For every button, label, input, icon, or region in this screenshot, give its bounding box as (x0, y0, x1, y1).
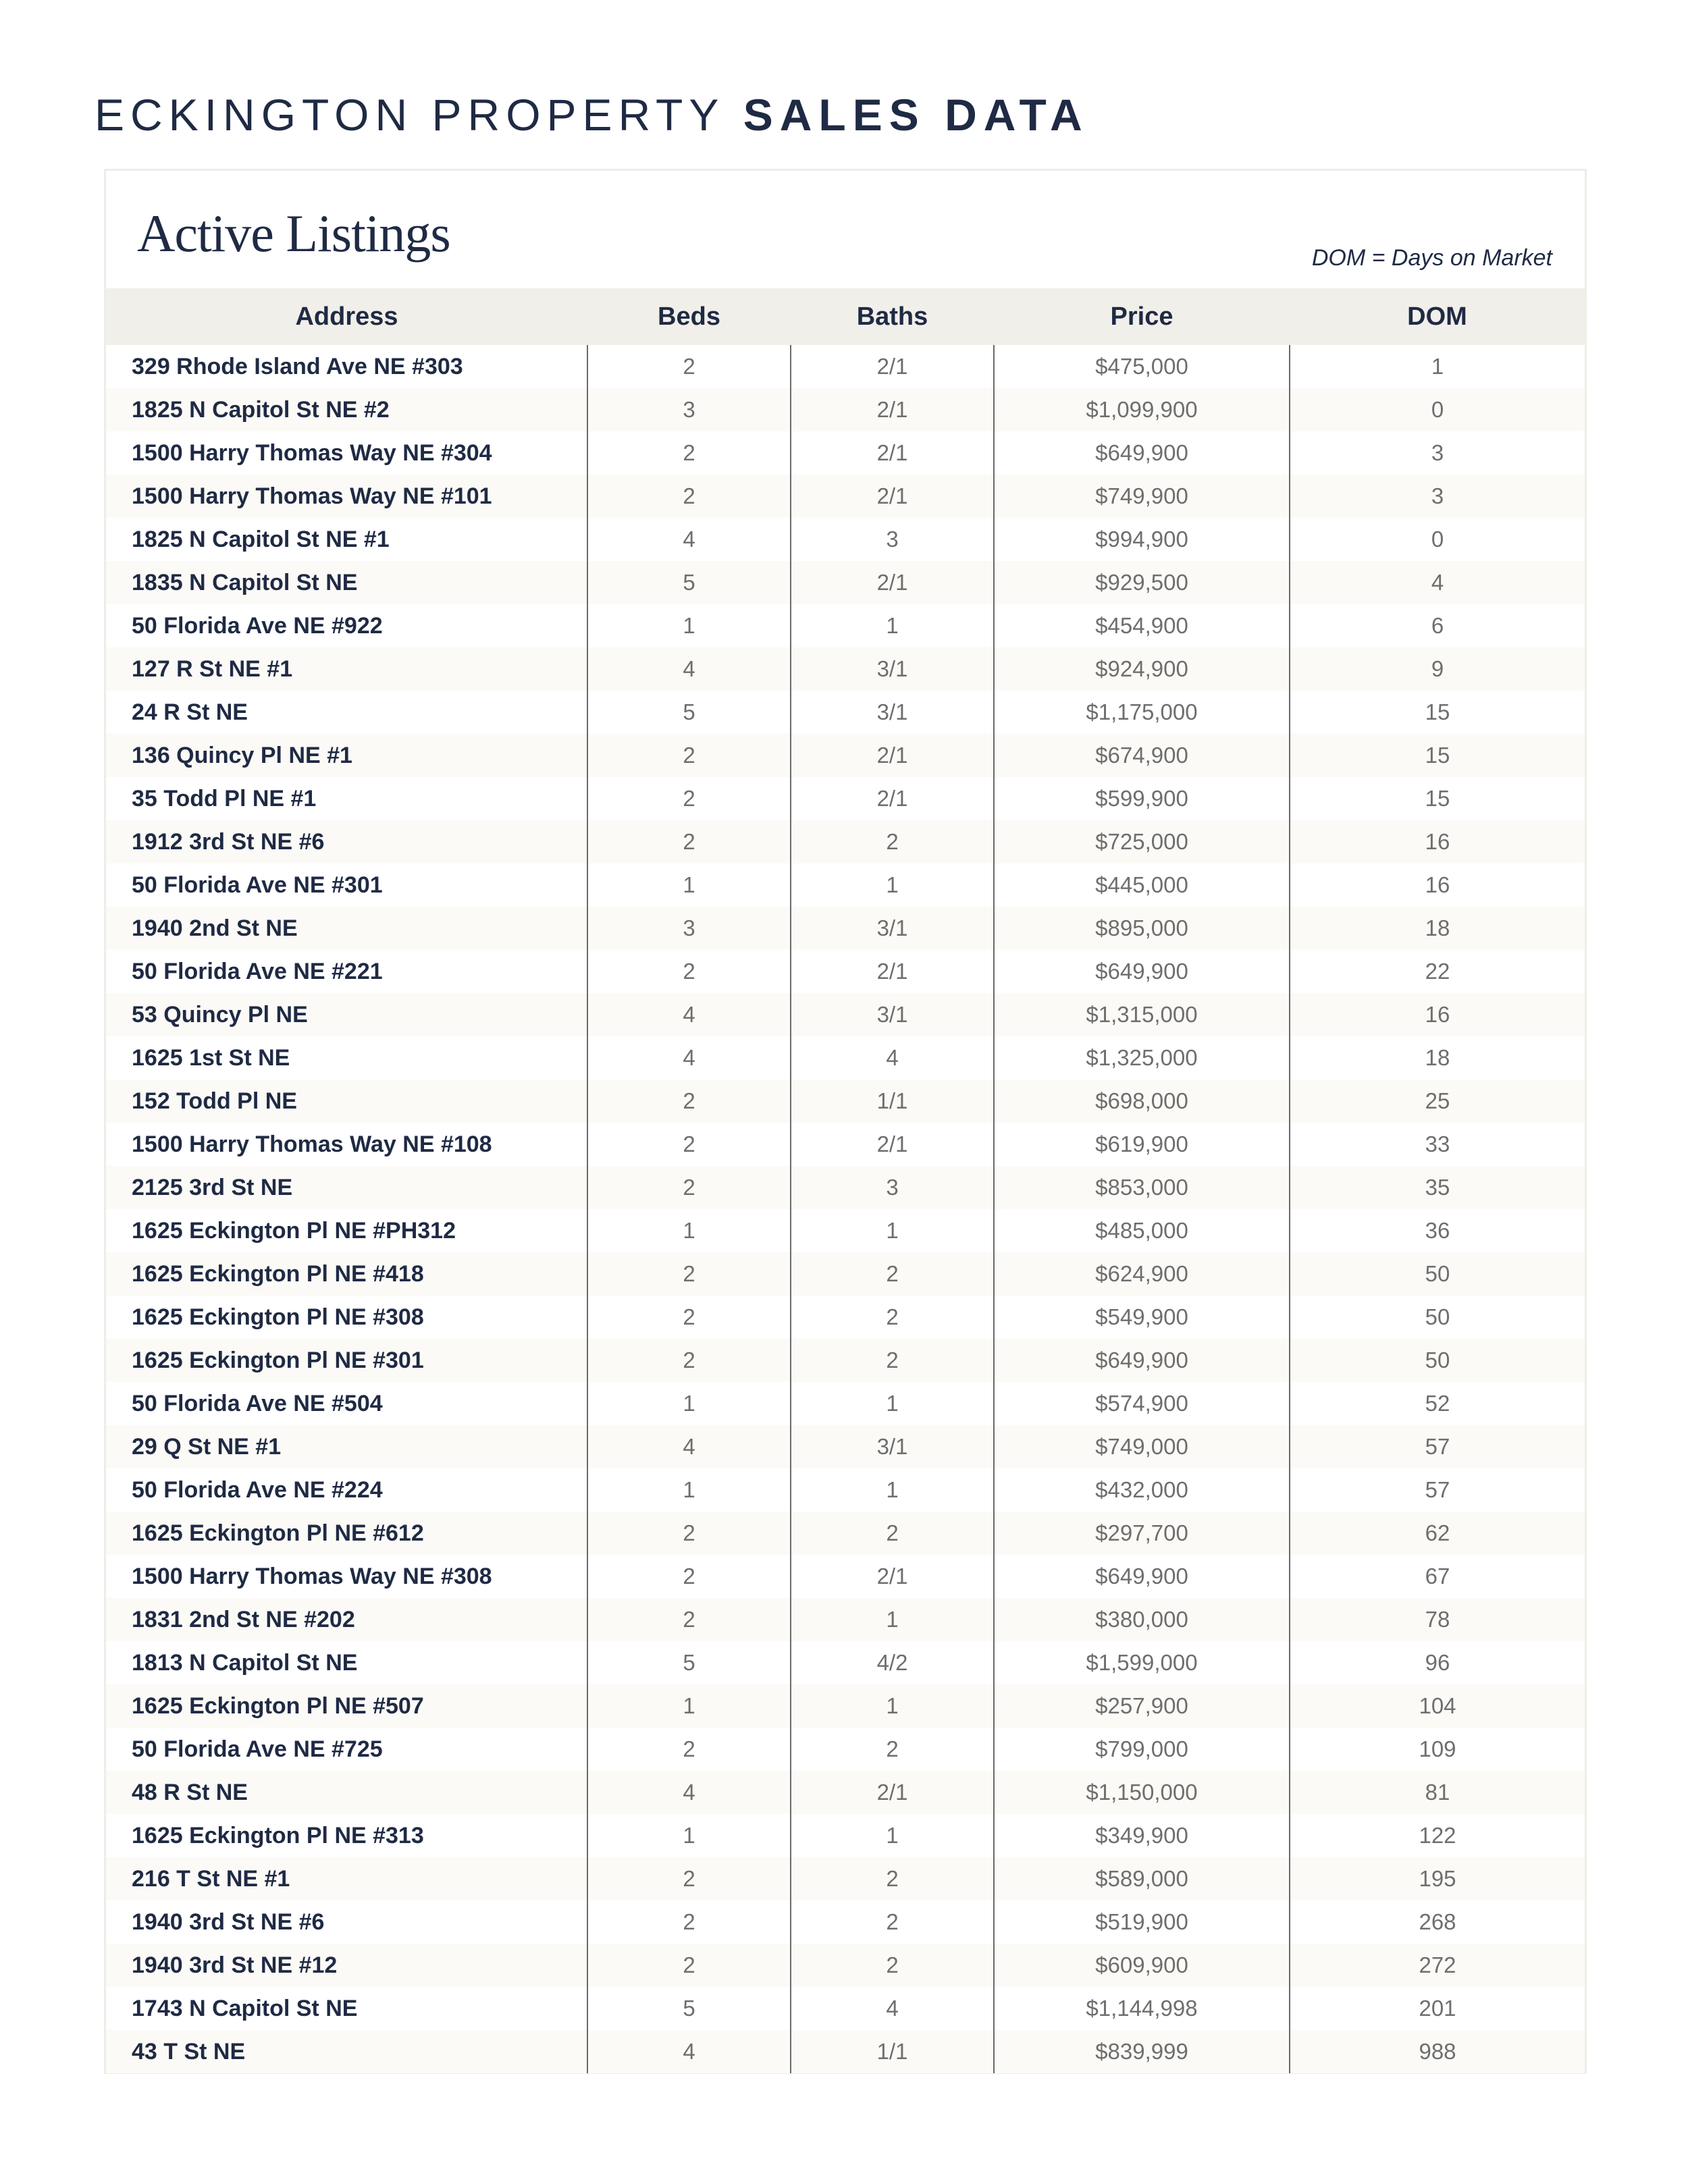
beds-cell: 2 (587, 820, 791, 863)
beds-cell: 4 (587, 993, 791, 1036)
address-cell: 1825 N Capitol St NE #2 (106, 388, 587, 431)
table-row (106, 561, 1585, 604)
dom-cell: 33 (1425, 1131, 1450, 1156)
address-cell: 50 Florida Ave NE #922 (106, 604, 587, 647)
dom-cell: 22 (1425, 959, 1450, 984)
beds-cell: 2 (587, 1080, 791, 1123)
price-cell: $749,900 (994, 475, 1290, 518)
price-cell: $649,900 (994, 1555, 1290, 1598)
table-row (106, 1080, 1585, 1123)
table-row (106, 604, 1585, 647)
beds-cell: 2 (587, 475, 791, 518)
table-row (106, 907, 1585, 950)
address-cell: 329 Rhode Island Ave NE #303 (106, 345, 587, 388)
baths-cell: 1 (791, 1598, 994, 1641)
dom-cell: 18 (1425, 915, 1450, 940)
beds-cell: 1 (587, 604, 791, 647)
dom-cell: 57 (1425, 1434, 1450, 1459)
beds-cell: 4 (587, 1425, 791, 1468)
price-cell: $924,900 (994, 647, 1290, 691)
beds-cell: 2 (587, 1296, 791, 1339)
beds-cell: 2 (587, 431, 791, 475)
price-cell: $725,000 (994, 820, 1290, 863)
address-cell: 1831 2nd St NE #202 (106, 1598, 587, 1641)
table-header-row (106, 288, 1585, 345)
dom-cell: 36 (1425, 1218, 1450, 1243)
price-cell: $432,000 (994, 1468, 1290, 1512)
table-row (106, 1512, 1585, 1555)
price-cell: $649,900 (994, 1339, 1290, 1382)
beds-cell: 3 (587, 388, 791, 431)
dom-cell: 0 (1431, 397, 1444, 422)
address-cell: 1625 1st St NE (106, 1036, 587, 1080)
address-cell: 1940 3rd St NE #6 (106, 1900, 587, 1944)
table-row (106, 1641, 1585, 1684)
dom-cell: 109 (1419, 1736, 1456, 1761)
baths-cell: 1 (791, 604, 994, 647)
dom-cell: 201 (1419, 1996, 1456, 2021)
address-cell: 1912 3rd St NE #6 (106, 820, 587, 863)
dom-cell: 16 (1425, 829, 1450, 854)
column-header-beds: Beds (658, 302, 720, 331)
price-cell: $619,900 (994, 1123, 1290, 1166)
beds-cell: 3 (587, 907, 791, 950)
dom-cell: 67 (1425, 1564, 1450, 1589)
beds-cell: 2 (587, 1900, 791, 1944)
table-row (106, 1987, 1585, 2030)
baths-cell: 2 (791, 820, 994, 863)
beds-cell: 5 (587, 691, 791, 734)
baths-cell: 2 (791, 1296, 994, 1339)
baths-cell: 4 (791, 1987, 994, 2030)
dom-cell: 195 (1419, 1866, 1456, 1891)
table-row (106, 1123, 1585, 1166)
table-row (106, 950, 1585, 993)
dom-cell: 6 (1431, 613, 1444, 638)
beds-cell: 5 (587, 561, 791, 604)
beds-cell: 1 (587, 1382, 791, 1425)
dom-cell: 57 (1425, 1477, 1450, 1502)
price-cell: $839,999 (994, 2030, 1290, 2073)
price-cell: $574,900 (994, 1382, 1290, 1425)
dom-cell: 3 (1431, 440, 1444, 465)
active-listings-card (104, 169, 1587, 2074)
table-row (106, 1468, 1585, 1512)
dom-cell: 16 (1425, 872, 1450, 897)
price-cell: $624,900 (994, 1252, 1290, 1296)
section-title: Active Listings (137, 204, 450, 263)
baths-cell: 2 (791, 1944, 994, 1987)
address-cell: 1625 Eckington Pl NE #507 (106, 1684, 587, 1728)
baths-cell: 2/1 (791, 1555, 994, 1598)
baths-cell: 1 (791, 1684, 994, 1728)
address-cell: 53 Quincy Pl NE (106, 993, 587, 1036)
price-cell: $674,900 (994, 734, 1290, 777)
baths-cell: 2/1 (791, 345, 994, 388)
baths-cell: 2/1 (791, 777, 994, 820)
baths-cell: 3/1 (791, 1425, 994, 1468)
address-cell: 35 Todd Pl NE #1 (106, 777, 587, 820)
beds-cell: 4 (587, 1771, 791, 1814)
column-header-address: Address (295, 302, 398, 331)
table-row (106, 1857, 1585, 1900)
dom-cell: 50 (1425, 1261, 1450, 1286)
beds-cell: 2 (587, 1166, 791, 1209)
dom-cell: 9 (1431, 656, 1444, 681)
address-cell: 152 Todd Pl NE (106, 1080, 587, 1123)
table-row (106, 1425, 1585, 1468)
table-row (106, 345, 1585, 388)
baths-cell: 1 (791, 1382, 994, 1425)
table-row (106, 863, 1585, 907)
baths-cell: 2/1 (791, 388, 994, 431)
price-cell: $929,500 (994, 561, 1290, 604)
address-cell: 1500 Harry Thomas Way NE #101 (106, 475, 587, 518)
dom-cell: 35 (1425, 1175, 1450, 1200)
page-title (95, 89, 1089, 140)
price-cell: $485,000 (994, 1209, 1290, 1252)
dom-cell: 52 (1425, 1391, 1450, 1416)
table-row (106, 388, 1585, 431)
price-cell: $1,315,000 (994, 993, 1290, 1036)
price-cell: $297,700 (994, 1512, 1290, 1555)
beds-cell: 1 (587, 1684, 791, 1728)
address-cell: 2125 3rd St NE (106, 1166, 587, 1209)
price-cell: $349,900 (994, 1814, 1290, 1857)
table-row (106, 734, 1585, 777)
dom-cell: 50 (1425, 1304, 1450, 1329)
baths-cell: 3 (791, 1166, 994, 1209)
beds-cell: 5 (587, 1641, 791, 1684)
price-cell: $1,099,900 (994, 388, 1290, 431)
beds-cell: 2 (587, 1728, 791, 1771)
price-cell: $1,325,000 (994, 1036, 1290, 1080)
price-cell: $445,000 (994, 863, 1290, 907)
address-cell: 1625 Eckington Pl NE #418 (106, 1252, 587, 1296)
address-cell: 1835 N Capitol St NE (106, 561, 587, 604)
baths-cell: 2/1 (791, 1771, 994, 1814)
address-cell: 1813 N Capitol St NE (106, 1641, 587, 1684)
beds-cell: 2 (587, 345, 791, 388)
baths-cell: 1 (791, 1814, 994, 1857)
dom-cell: 272 (1419, 1952, 1456, 1977)
address-cell: 1625 Eckington Pl NE #313 (106, 1814, 587, 1857)
table-row (106, 820, 1585, 863)
beds-cell: 2 (587, 1123, 791, 1166)
address-cell: 50 Florida Ave NE #224 (106, 1468, 587, 1512)
beds-cell: 2 (587, 950, 791, 993)
price-cell: $698,000 (994, 1080, 1290, 1123)
table-row (106, 777, 1585, 820)
baths-cell: 1/1 (791, 1080, 994, 1123)
address-cell: 1625 Eckington Pl NE #308 (106, 1296, 587, 1339)
address-cell: 216 T St NE #1 (106, 1857, 587, 1900)
beds-cell: 2 (587, 777, 791, 820)
beds-cell: 1 (587, 1814, 791, 1857)
baths-cell: 4/2 (791, 1641, 994, 1684)
dom-cell: 50 (1425, 1348, 1450, 1373)
baths-cell: 1 (791, 1209, 994, 1252)
dom-cell: 78 (1425, 1607, 1450, 1632)
baths-cell: 1 (791, 1468, 994, 1512)
address-cell: 43 T St NE (106, 2030, 587, 2073)
baths-cell: 3/1 (791, 691, 994, 734)
beds-cell: 1 (587, 1468, 791, 1512)
beds-cell: 2 (587, 1857, 791, 1900)
address-cell: 136 Quincy Pl NE #1 (106, 734, 587, 777)
beds-cell: 2 (587, 1598, 791, 1641)
price-cell: $895,000 (994, 907, 1290, 950)
dom-cell: 0 (1431, 527, 1444, 552)
table-row (106, 1944, 1585, 1987)
baths-cell: 3/1 (791, 993, 994, 1036)
price-cell: $475,000 (994, 345, 1290, 388)
price-cell: $380,000 (994, 1598, 1290, 1641)
baths-cell: 2/1 (791, 950, 994, 993)
price-cell: $994,900 (994, 518, 1290, 561)
table-row (106, 1209, 1585, 1252)
dom-cell: 15 (1425, 786, 1450, 811)
column-header-baths: Baths (856, 302, 928, 331)
price-cell: $589,000 (994, 1857, 1290, 1900)
dom-legend-note: DOM = Days on Market (1311, 245, 1552, 271)
baths-cell: 3/1 (791, 907, 994, 950)
table-row (106, 1728, 1585, 1771)
table-row (106, 691, 1585, 734)
baths-cell: 2/1 (791, 475, 994, 518)
dom-cell: 988 (1419, 2039, 1456, 2064)
address-cell: 50 Florida Ave NE #301 (106, 863, 587, 907)
table-row (106, 1814, 1585, 1857)
beds-cell: 2 (587, 1339, 791, 1382)
dom-cell: 62 (1425, 1520, 1450, 1545)
baths-cell: 2 (791, 1339, 994, 1382)
beds-cell: 2 (587, 1944, 791, 1987)
address-cell: 50 Florida Ave NE #221 (106, 950, 587, 993)
baths-cell: 2 (791, 1857, 994, 1900)
dom-cell: 104 (1419, 1693, 1456, 1718)
dom-cell: 81 (1425, 1780, 1450, 1805)
baths-cell: 2/1 (791, 1123, 994, 1166)
beds-cell: 4 (587, 647, 791, 691)
address-cell: 1825 N Capitol St NE #1 (106, 518, 587, 561)
address-cell: 1625 Eckington Pl NE #612 (106, 1512, 587, 1555)
address-cell: 1625 Eckington Pl NE #PH312 (106, 1209, 587, 1252)
table-row (106, 1296, 1585, 1339)
price-cell: $1,175,000 (994, 691, 1290, 734)
table-row (106, 1036, 1585, 1080)
baths-cell: 2 (791, 1252, 994, 1296)
beds-cell: 1 (587, 863, 791, 907)
price-cell: $454,900 (994, 604, 1290, 647)
table-row (106, 1382, 1585, 1425)
dom-cell: 4 (1431, 570, 1444, 595)
baths-cell: 4 (791, 1036, 994, 1080)
beds-cell: 1 (587, 1209, 791, 1252)
address-cell: 24 R St NE (106, 691, 587, 734)
dom-cell: 16 (1425, 1002, 1450, 1027)
beds-cell: 4 (587, 2030, 791, 2073)
address-cell: 1940 3rd St NE #12 (106, 1944, 587, 1987)
price-cell: $649,900 (994, 950, 1290, 993)
beds-cell: 2 (587, 1512, 791, 1555)
price-cell: $257,900 (994, 1684, 1290, 1728)
baths-cell: 2/1 (791, 734, 994, 777)
dom-cell: 3 (1431, 483, 1444, 508)
baths-cell: 2 (791, 1512, 994, 1555)
address-cell: 1500 Harry Thomas Way NE #308 (106, 1555, 587, 1598)
beds-cell: 4 (587, 1036, 791, 1080)
price-cell: $749,000 (994, 1425, 1290, 1468)
table-row (106, 2030, 1585, 2073)
address-cell: 1625 Eckington Pl NE #301 (106, 1339, 587, 1382)
address-cell: 1743 N Capitol St NE (106, 1987, 587, 2030)
address-cell: 1500 Harry Thomas Way NE #108 (106, 1123, 587, 1166)
price-cell: $1,599,000 (994, 1641, 1290, 1684)
dom-cell: 25 (1425, 1088, 1450, 1113)
price-cell: $799,000 (994, 1728, 1290, 1771)
price-cell: $649,900 (994, 431, 1290, 475)
table-row (106, 1598, 1585, 1641)
table-row (106, 1166, 1585, 1209)
baths-cell: 3 (791, 518, 994, 561)
price-cell: $853,000 (994, 1166, 1290, 1209)
baths-cell: 3/1 (791, 647, 994, 691)
baths-cell: 1 (791, 863, 994, 907)
baths-cell: 1/1 (791, 2030, 994, 2073)
table-row (106, 1771, 1585, 1814)
dom-cell: 268 (1419, 1909, 1456, 1934)
beds-cell: 2 (587, 734, 791, 777)
address-cell: 50 Florida Ave NE #504 (106, 1382, 587, 1425)
beds-cell: 2 (587, 1252, 791, 1296)
page-title-light: ECKINGTON PROPERTY (95, 90, 725, 140)
price-cell: $1,144,998 (994, 1987, 1290, 2030)
baths-cell: 2 (791, 1900, 994, 1944)
table-row (106, 431, 1585, 475)
beds-cell: 4 (587, 518, 791, 561)
address-cell: 1500 Harry Thomas Way NE #304 (106, 431, 587, 475)
table-row (106, 518, 1585, 561)
address-cell: 50 Florida Ave NE #725 (106, 1728, 587, 1771)
address-cell: 29 Q St NE #1 (106, 1425, 587, 1468)
dom-cell: 1 (1431, 354, 1444, 379)
price-cell: $599,900 (994, 777, 1290, 820)
table-row (106, 1555, 1585, 1598)
beds-cell: 2 (587, 1555, 791, 1598)
table-row (106, 993, 1585, 1036)
baths-cell: 2 (791, 1728, 994, 1771)
dom-cell: 96 (1425, 1650, 1450, 1675)
table-row (106, 1339, 1585, 1382)
baths-cell: 2/1 (791, 561, 994, 604)
address-cell: 48 R St NE (106, 1771, 587, 1814)
address-cell: 1940 2nd St NE (106, 907, 587, 950)
table-row (106, 475, 1585, 518)
price-cell: $519,900 (994, 1900, 1290, 1944)
baths-cell: 2/1 (791, 431, 994, 475)
dom-cell: 15 (1425, 743, 1450, 768)
listings-table (106, 288, 1585, 2073)
dom-cell: 122 (1419, 1823, 1456, 1848)
price-cell: $1,150,000 (994, 1771, 1290, 1814)
address-cell: 127 R St NE #1 (106, 647, 587, 691)
beds-cell: 5 (587, 1987, 791, 2030)
table-row (106, 1900, 1585, 1944)
column-header-dom: DOM (1407, 302, 1467, 331)
table-row (106, 1684, 1585, 1728)
column-header-price: Price (1110, 302, 1173, 331)
table-row (106, 1252, 1585, 1296)
dom-cell: 18 (1425, 1045, 1450, 1070)
dom-cell: 15 (1425, 699, 1450, 724)
price-cell: $549,900 (994, 1296, 1290, 1339)
table-body (106, 345, 1585, 2073)
table-row (106, 647, 1585, 691)
price-cell: $609,900 (994, 1944, 1290, 1987)
page-title-bold: SALES DATA (743, 90, 1089, 140)
